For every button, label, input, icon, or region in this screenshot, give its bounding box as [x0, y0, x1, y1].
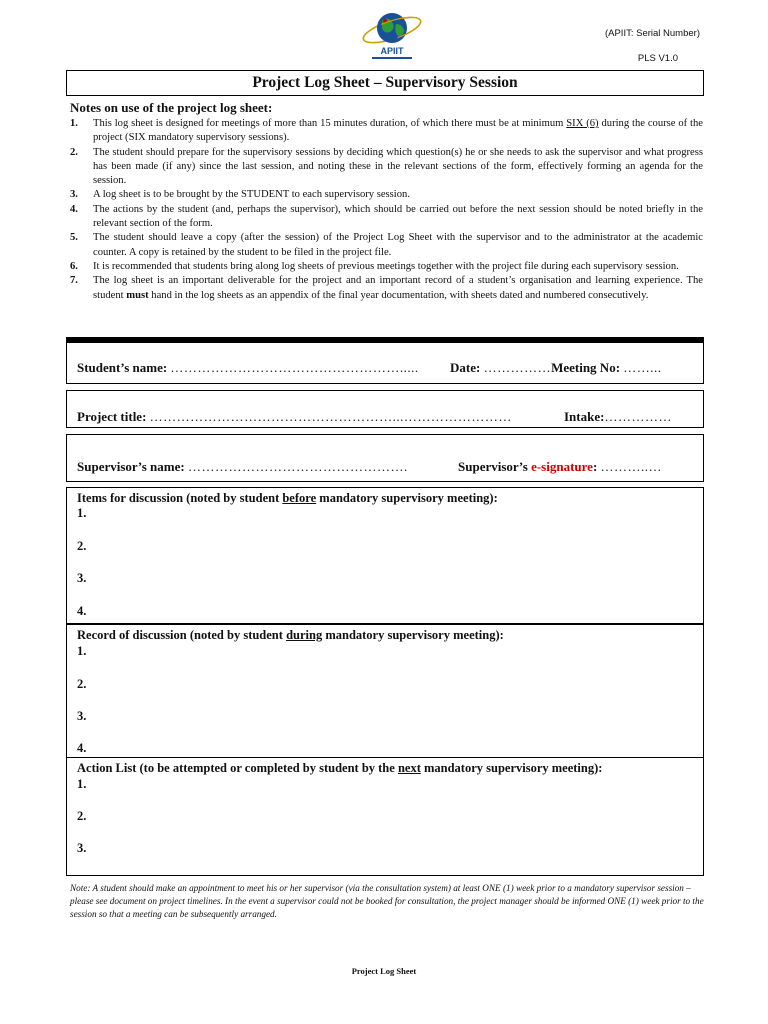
action-list-section: [66, 757, 704, 876]
supervisor-name-label: Supervisor’s name:: [77, 459, 185, 474]
list-item[interactable]: 3.: [77, 709, 87, 723]
student-name-field[interactable]: …………………………………………….....: [170, 360, 419, 375]
page-footer: Project Log Sheet: [351, 966, 417, 976]
page-title: Project Log Sheet – Supervisory Session: [66, 70, 704, 96]
list-item[interactable]: 3.: [77, 571, 87, 585]
note-item: 4. The actions by the student (and, perhaps the supervisor), which should be carried out before the next session should be noted briefly in the relevant section of the form.: [70, 203, 703, 230]
apiit-logo: [352, 6, 432, 64]
intake-field[interactable]: ……………: [604, 409, 672, 424]
notes-heading: Notes on use of the project log sheet:: [70, 100, 273, 115]
note-item: 6. It is recommended that students bring along log sheets of previous meetings together with the project file during each supervisory session.: [70, 260, 679, 272]
list-item[interactable]: 2.: [77, 677, 87, 691]
supervisor-signature-label: Supervisor’s e-signature:: [458, 459, 598, 474]
note-item: 2. The student should prepare for the supervisory sessions by deciding which question(s) he or she needs to ask the supervisor and what progress has been made (if any) since the last session, and noting these in the relevant sections of the form, effectively forming an agenda for the session.: [70, 146, 703, 187]
intake-label: Intake:: [564, 409, 605, 424]
list-item[interactable]: 2.: [77, 539, 87, 553]
list-item[interactable]: 1.: [77, 777, 87, 791]
meeting-no-field[interactable]: ……...: [623, 360, 662, 375]
logo-text: APIIT: [380, 46, 404, 56]
list-item[interactable]: 4.: [77, 741, 87, 755]
date-field[interactable]: ……………: [483, 360, 552, 375]
date-label: Date:: [450, 360, 481, 375]
list-item[interactable]: 1.: [77, 644, 87, 658]
record-discussion-section: [66, 624, 704, 758]
record-discussion-heading: Record of discussion (noted by student during mandatory supervisory meeting):: [77, 628, 504, 642]
list-item[interactable]: 1.: [77, 506, 87, 520]
project-title-field[interactable]: ………………………………………………...……………………: [149, 409, 512, 424]
meeting-no-label: Meeting No:: [551, 360, 621, 375]
note-item: 1. This log sheet is designed for meetings of more than 15 minutes duration, of which there must be at minimum SIX (6) during the course of the project (SIX mandatory supervisory sessions).: [70, 118, 703, 144]
supervisor-name-field[interactable]: ………………………………………….: [187, 459, 408, 474]
list-item[interactable]: 3.: [77, 841, 87, 855]
student-name-label: Student’s name:: [77, 360, 168, 375]
student-info-box: [66, 342, 704, 384]
notes-list: [70, 117, 703, 303]
list-item[interactable]: 4.: [77, 604, 87, 618]
serial-number-label: (APIIT: Serial Number): [604, 28, 700, 39]
items-discussion-section: [66, 487, 704, 624]
globe-icon: [352, 6, 432, 64]
list-item[interactable]: 2.: [77, 809, 87, 823]
supervisor-signature-field[interactable]: ………..…: [600, 459, 663, 474]
project-title-label: Project title:: [77, 409, 147, 424]
supervisor-info-box: [66, 434, 704, 482]
footnote: Note: A student should make an appointment to meet his or her supervisor (via the consultation system) at least ONE (1) week prior to a mandatory supervisor session – please see document on project timelines. In the event a supervisor could not be booked for consultation, the project manager should be informed ONE (1) week prior to the session so that a meeting can be subsequently arranged.: [70, 883, 704, 919]
version-label: PLS V1.0: [637, 53, 678, 64]
action-list-heading: Action List (to be attempted or completed by student by the next mandatory supervisory meeting):: [77, 761, 603, 775]
items-discussion-heading: Items for discussion (noted by student before mandatory supervisory meeting):: [77, 491, 498, 505]
note-item: 5. The student should leave a copy (after the session) of the Project Log Sheet with the supervisor and to the administrator at the academic counter. A copy is retained by the student to be filed in the project file.: [70, 232, 703, 258]
note-item: 3. A log sheet is to be brought by the STUDENT to each supervisory session.: [70, 189, 410, 201]
project-info-box: [66, 390, 704, 428]
note-item: 7. The log sheet is an important deliverable for the project and an important record of a student’s organisation and learning experience. The student must hand in the log sheets as an appendix of the final year documentation, with sheets dated and numbered consecutively.: [70, 275, 703, 301]
